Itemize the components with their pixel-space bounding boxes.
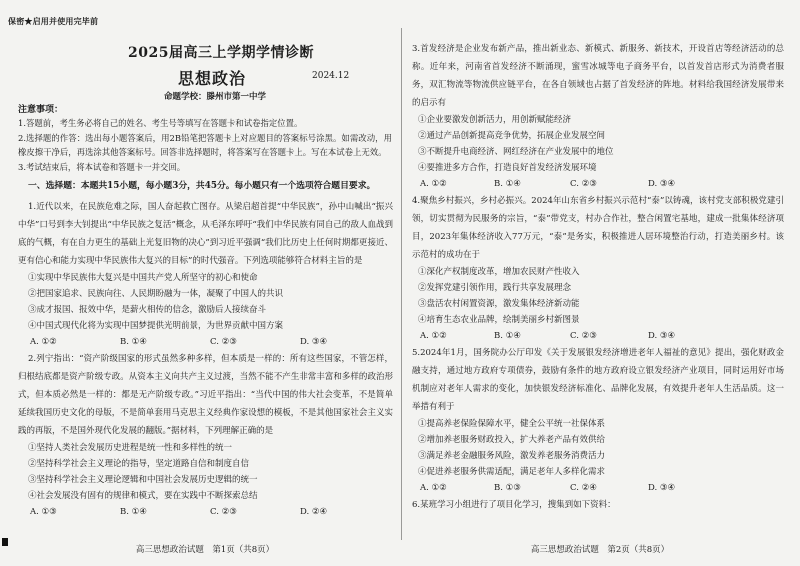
question-4	[412, 192, 784, 344]
answer-choice-b: B. ①④	[494, 331, 521, 341]
notes-list	[18, 116, 392, 174]
note-item: 3.考试结束后，将本试卷和答题卡一并交回。	[18, 161, 186, 172]
answer-choice-b: B. ①④	[120, 507, 147, 517]
note-item: 1.答题前，考生务必将自己的姓名、考生号等填写在答题卡和试卷指定位置。	[18, 118, 303, 128]
question-2	[18, 350, 393, 520]
question-option: ②坚持科学社会主义理论的指导，坚定道路自信和制度自信	[28, 459, 250, 469]
question-stem: 3.首发经济是企业发布新产品，推出新业态、新模式、新服务、新技术，开设首店等经济活动的总称。近年来，河南省首发经济不断涌现，蜜雪冰城等电子商务平台，以首发首店形式为消费者服务，双汇物流等物流供应链平台，在各自领域也占据了首发经济的阵地。材料给我国经济发展带来的启示有	[412, 44, 784, 108]
notes-title: 注意事项：	[18, 105, 64, 115]
answer-choice-b: B. ①③	[494, 483, 521, 493]
page-footer-right: 高三思想政治试题 第2页（共8页）	[530, 545, 670, 555]
section-title: 一、选择题：本题共15小题，每小题3分，共45分。每小题只有一个选项符合题目要求。	[28, 181, 376, 191]
answer-choice-a: A. ①②	[420, 179, 447, 189]
question-5	[412, 344, 784, 496]
answer-choice-d: D. ③④	[648, 179, 676, 189]
question-option: ④培育生态农业品牌，绘制美丽乡村新图景	[418, 315, 580, 325]
left-page-questions	[18, 178, 393, 540]
question-6	[412, 496, 784, 514]
question-option: ③满足养老金融服务风险，激发养老服务消费活力	[418, 451, 606, 461]
question-option: ②发挥党建引领作用，践行共享发展理念	[418, 283, 572, 293]
question-option: ④要推进多方合作，打造良好首发经济发展环境	[418, 163, 597, 173]
answer-choice-a: A. ①③	[30, 507, 57, 517]
answer-choice-c: C. ②③	[570, 179, 597, 189]
question-stem: 4.聚焦乡村振兴，乡村必振兴。2024年山东省乡村振兴示范村“泰”以铸魂，该村党支部积极党建引领，切实贯彻为民服务的宗旨，“泰”带党支，村办合作社，整合闲置宅基地，建成一批集体经济项目，2023年集体经济收入77万元，“泰”是务实，积极推进人居环境整治行动，打造美丽乡村。该示范村的成功在于	[412, 196, 784, 260]
exam-date: 2024.12	[312, 71, 350, 81]
answer-choice-a: A. ①②	[420, 331, 447, 341]
question-option: ③不断提升电商经济、网红经济在产业发展中的地位	[418, 147, 614, 157]
note-item: 2.选择题的作答：选出每小题答案后，用2B铅笔把答题卡上对应题目的答案标号涂黑。如需改动，用橡皮擦干净后，再选涂其他答案标号。回答非选择题时，将答案写在答题卡上。写在本试卷上无效。	[18, 132, 392, 157]
question-option: ①坚持人类社会发展历史进程是统一性和多样性的统一	[28, 443, 233, 453]
question-3	[412, 40, 784, 192]
setter-school: 命题学校：滕州市第一中学	[163, 92, 266, 102]
question-stem: 1.近代以来，在民族危难之际，国人奋起救亡图存。从梁启超首提“中华民族”，孙中山喊出“振兴中华”口号到李大钊提出“中华民族之复活”概念，从毛泽东呼吁“我们中华民族有同自己的敌人血战到底的气概，有在自力更生的基础上光复旧物的决心”到习近平强调“我们比历史上任何时期都更接近、更有信心和能力实现中华民族伟大复兴的目标”的时代强音。下列选项能够符合材料主旨的是	[18, 202, 393, 266]
question-option: ①企业要激发创新活力，用创新赋能经济	[418, 115, 572, 125]
question-option: ①实现中华民族伟大复兴是中国共产党人所坚守的初心和使命	[28, 273, 258, 283]
answer-choice-d: D. ③④	[648, 483, 676, 493]
answer-choice-c: C. ②③	[210, 337, 237, 347]
answer-choice-a: A. ①②	[420, 483, 447, 493]
question-option: ③成才报国、报效中华，是薪火相传的信念，激励后人接续奋斗	[28, 305, 267, 315]
answer-choices	[30, 504, 393, 520]
question-option: ②增加养老服务财政投入，扩大养老产品有效供给	[418, 435, 606, 445]
question-option: ④中国式现代化将为实现中国梦提供光明前景，为世界贡献中国方案	[28, 321, 284, 331]
answer-choice-d: D. ②④	[300, 507, 328, 517]
answer-choices	[420, 176, 784, 192]
question-option: ②把国家追求、民族向往、人民期盼融为一体，凝聚了中国人的共识	[28, 289, 284, 299]
exam-title: 2025届高三上学期学情诊断	[128, 45, 314, 61]
question-stem: 5.2024年1月，国务院办公厅印发《关于发展银发经济增进老年人福祉的意见》提出，强化财政金融支持，通过地方政府专项债券，鼓励有条件的地方政府设立银发经济产业项目，同时运用好市场机制应对老年人需求的变化，加快银发经济标准化、品牌化发展，有效提升老年人生活品质。这一举措有利于	[412, 348, 784, 412]
right-page-questions	[412, 40, 784, 540]
question-option: ①深化产权制度改革，增加农民财产性收入	[418, 267, 580, 277]
page-footer-left: 高三思想政治试题 第1页（共8页）	[135, 545, 275, 555]
page-divider	[401, 28, 402, 540]
question-1	[18, 198, 393, 350]
question-option: ③坚持科学社会主义理论逻辑和中国社会发展历史逻辑的统一	[28, 475, 258, 485]
question-option: ④促进养老服务供需适配，满足老年人多样化需求	[418, 467, 606, 477]
answer-choice-d: D. ③④	[300, 337, 328, 347]
answer-choice-a: A. ①②	[30, 337, 57, 347]
answer-choice-d: D. ③④	[648, 331, 676, 341]
question-option: ④社会发展没有固有的规律和模式，要在实践中不断探索总结	[28, 491, 258, 501]
scan-mark	[2, 538, 8, 546]
question-stem: 2.列宁指出：“资产阶级国家的形式虽然多种多样，但本质是一样的：所有这些国家，不管怎样，归根结底都是资产阶级专政。从资本主义向共产主义过渡，当然不能不产生非常丰富和多样的政治形式，但本质必然是一样的：都是无产阶级专政。”习近平指出：“当代中国的伟大社会变革，不是简单延续我国历史文化的母版，不是简单套用马克思主义经典作家设想的模板，不是其他国家社会主义实践的再版，不是国外现代化发展的翻版。”据材料，下列理解正确的是	[18, 354, 393, 436]
answer-choices	[420, 480, 784, 496]
confidential-label: 保密★启用并使用完毕前	[8, 16, 99, 26]
question-option: ②通过产品创新提高竞争优势，拓展企业发展空间	[418, 131, 606, 141]
subject-title: 思想政治	[178, 69, 247, 88]
answer-choice-b: B. ①④	[494, 179, 521, 189]
question-option: ③盘活农村闲置资源，激发集体经济新动能	[418, 299, 580, 309]
answer-choice-c: C. ②④	[570, 483, 597, 493]
question-option: ①提高养老保险保障水平，健全公平统一社保体系	[418, 419, 606, 429]
answer-choices	[420, 328, 784, 344]
answer-choice-c: C. ②③	[210, 507, 237, 517]
question-stem: 6.某班学习小组进行了项目化学习，搜集到如下资料：	[412, 500, 616, 510]
answer-choices	[30, 334, 393, 350]
answer-choice-b: B. ①④	[120, 337, 147, 347]
answer-choice-c: C. ②③	[570, 331, 597, 341]
